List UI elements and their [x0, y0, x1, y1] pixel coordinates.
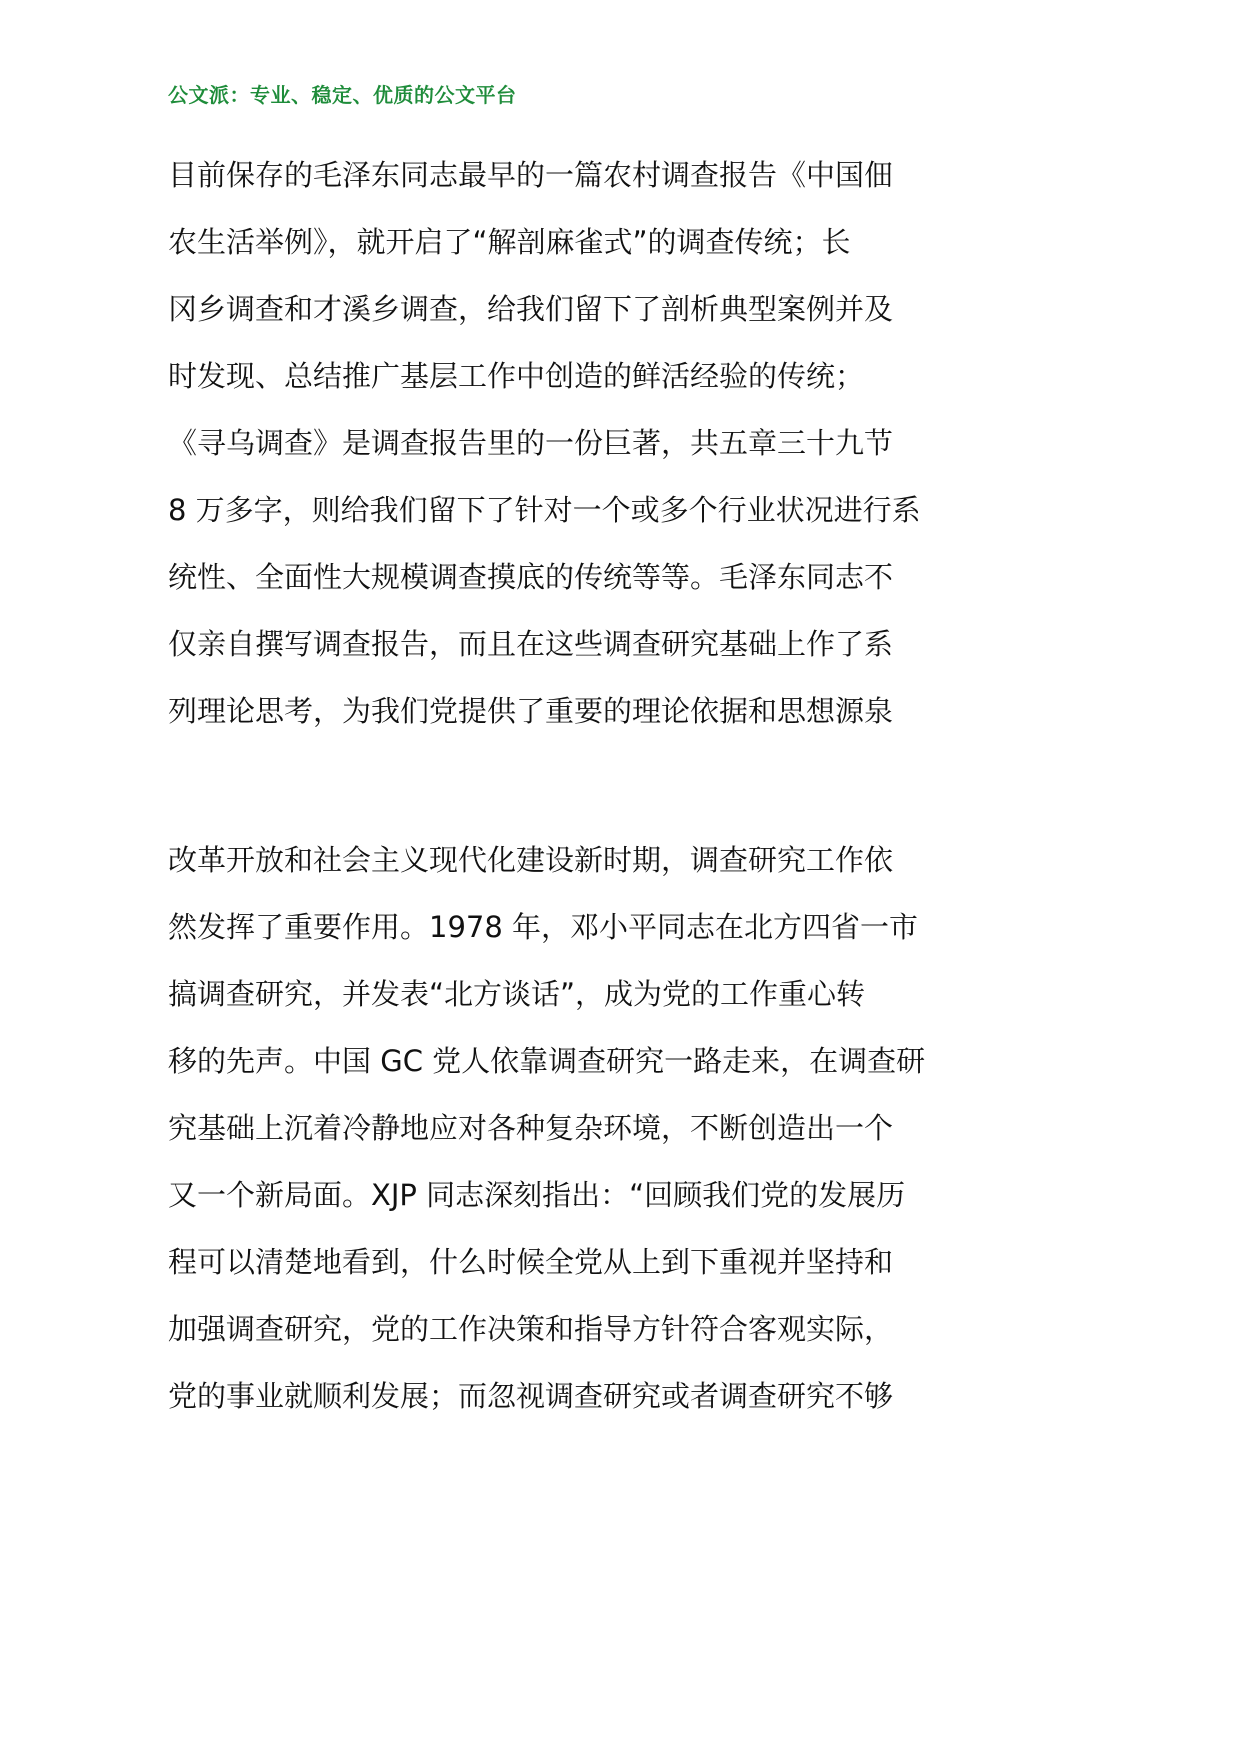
page-header: 公文派：专业、稳定、优质的公文平台: [168, 83, 517, 107]
paragraph-line: 又一个新局面。XJP 同志深刻指出：“回顾我们党的发展历: [168, 1178, 906, 1212]
paragraph-line: 仅亲自撰写调查报告，而且在这些调查研究基础上作了系: [168, 627, 894, 661]
paragraph-line: 时发现、总结推广基层工作中创造的鲜活经验的传统；: [168, 359, 865, 393]
paragraph-line: 8 万多字，则给我们留下了针对一个或多个行业状况进行系: [168, 493, 921, 527]
paragraph-line: 搞调查研究，并发表“北方谈话”，成为党的工作重心转: [168, 977, 866, 1011]
paragraph-line: 目前保存的毛泽东同志最早的一篇农村调查报告《中国佃: [168, 158, 894, 192]
paragraph-line: 究基础上沉着冷静地应对各种复杂环境，不断创造出一个: [168, 1111, 894, 1145]
paragraph-line: 农生活举例》，就开启了“解剖麻雀式”的调查传统；长: [168, 225, 851, 259]
paragraph-line: 党的事业就顺利发展；而忽视调查研究或者调查研究不够: [168, 1379, 894, 1413]
paragraph-line: 冈乡调查和才溪乡调查，给我们留下了剖析典型案例并及: [168, 292, 894, 326]
paragraph-line: 统性、全面性大规模调查摸底的传统等等。毛泽东同志不: [168, 560, 894, 594]
paragraph-line: 《寻乌调查》是调查报告里的一份巨著，共五章三十九节: [168, 426, 894, 460]
paragraph-line: 加强调查研究，党的工作决策和指导方针符合客观实际，: [168, 1312, 894, 1346]
paragraph-line: 列理论思考，为我们党提供了重要的理论依据和思想源泉: [168, 694, 894, 728]
paragraph-line: 移的先声。中国 GC 党人依靠调查研究一路走来，在调查研: [168, 1044, 926, 1078]
paragraph-line: 然发挥了重要作用。1978 年，邓小平同志在北方四省一市: [168, 910, 919, 944]
paragraph-line: 改革开放和社会主义现代化建设新时期，调查研究工作依: [168, 843, 894, 877]
paragraph-line: 程可以清楚地看到，什么时候全党从上到下重视并坚持和: [168, 1245, 894, 1279]
